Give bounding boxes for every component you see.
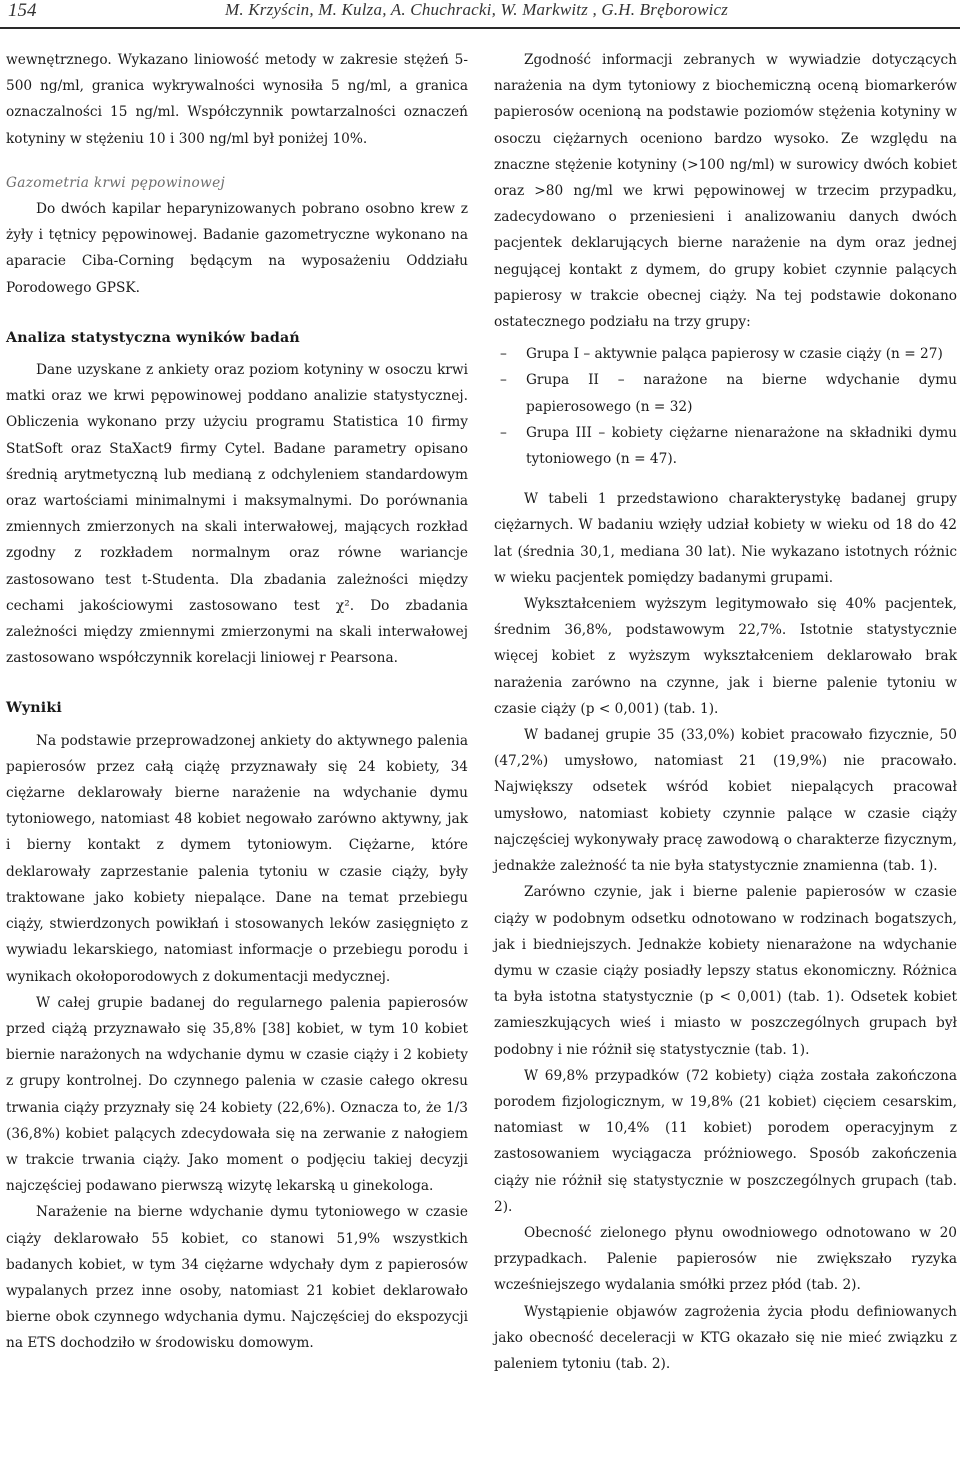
paragraph-results-survey: Na podstawie przeprowadzonej ankiety do aktywnego palenia papierosów przez całą ciążę przyznawały się 24 kobiety, 34 ciężarne deklarowały bierne narażenie na wdychanie dymu tytoniowego, natomiast 48 kobiet negowało zarówno aktywny, jak i bierny kontakt z dymem tytoniowym. Ciężarne, które deklarowały zaprzestanie palenia tytoniu w czasie ciąży, były traktowane jako kobiety niepalące. Dane na temat przebiegu ciąży, stwierdzonych powikłań i stosowanych leków zasięgnięto z wywiadu lekarskiego, natomiast informacje o przebiegu porodu i wynikach okołoporodowych z dokumentacji medycznej. (6, 732, 468, 985)
heading-statistical-analysis: Analiza statystyczna wyników badań (6, 329, 300, 346)
paragraph-results-passive: Narażenie na bierne wdychanie dymu tytoniowego w czasie ciąży deklarowało 55 kobiet, co stanowi 51,9% wszystkich badanych kobiet, w tym 34 ciężarne wdychały dym z papierosów wypalanych przez inne osoby, natomiast 21 kobiet deklarowało bierne obok czynnego wdychania dymu. Najczęściej do ekspozycji na ETS dochodziło w środowisku domowym. (6, 1204, 468, 1352)
list-item: – Grupa I – aktywnie paląca papierosy w czasie ciąży (n = 27) (494, 341, 957, 367)
paragraph-education: Wykształceniem wyższym legitymowało się 40% pacjentek, średnim 36,8%, podstawowym 22,7%. Istotnie statystycznie więcej kobiet z wyższym wykształceniem deklarowało brak narażenia zarówno na czynne, jak i bierne palenie tytoniu w czasie ciąży (p < 0,001) (tab. 1). (494, 596, 957, 717)
left-column (6, 47, 468, 1357)
paragraph-fetal-distress: Wystąpienie objawów zagrożenia życia płodu definiowanych jako obecność deceleracji w KTG okazało się nie mieć związku z paleniem tytoniu (tab. 2). (494, 1303, 957, 1372)
paragraph-methods-validation: wewnętrznego. Wykazano liniowość metody w zakresie stężeń 5-500 ng/ml, granica wykrywalności wynosiła 5 ng/ml, a granica oznaczalności 15 ng/ml. Współczynnik powtarzalności oznaczeń kotyniny w stężeniu 10 i 300 ng/ml był poniżej 10%. (6, 52, 468, 147)
running-head: M. Krzyścin, M. Kulza, A. Chuchracki, W. Markwitz , G.H. Bręborowicz (225, 0, 729, 19)
paragraph-cotinine-agreement: Zgodność informacji zebranych w wywiadzie dotyczących narażenia na dym tytoniowy z biochemiczną oceną biomarkerów papierosów ocenioną na podstawie poziomów stężenia kotyniny w osoczu ciężarnych oceniono bardzo wysoko. Ze względu na znaczne stężenie kotyniny (>100 ng/ml) w surowicy dwóch kobiet oraz >80 ng/ml we krwi pępowinowej w trzecim przypadku, zadecydowano o przeniesieni i analizowaniu danych dwóch pacjentek deklarujących bierne narażenie na dym oraz jednej negującej kontakt z dymem, do grupy kobiet czynnie palących papierosy w trakcie obecnej ciąży. Na tej podstawie dokonano ostatecznego podziału na trzy grupy: (494, 52, 957, 331)
subheading-blood-gas: Gazometria krwi pępowinowej (6, 174, 226, 191)
group-list (494, 341, 957, 472)
paragraph-delivery-mode: W 69,8% przypadków (72 kobiety) ciąża została zakończona porodem fizjologicznym, w 19,8% (21 kobiet) cięciem cesarskim, natomiast w 10,4% (11 kobiet) porodem operacyjnym z zastosowaniem wyciągacza próżniowego. Sposób zakończenia ciąży nie różnił się statystycznie w poszczególnych grupach (tab. 2). (494, 1067, 957, 1215)
paragraph-economic-status: Zarówno czynie, jak i bierne palenie papierosów w czasie ciąży w podobnym odsetku odnotowano w rodzinach bogatszych, jak i biedniejszych. Jednakże kobiety nienarażone na wdychanie dymu w czasie ciąży posiadły lepszy status ekonomiczny. Różnica ta była istotna statystycznie (p < 0,001) (tab. 1). Odsetek kobiet zamieszkujących wieś i miasto w poszczególnych grupach był podobny i nie różnił się statystycznie (tab. 1). (494, 884, 957, 1058)
paragraph-results-smoking: W całej grupie badanej do regularnego palenia papierosów przed ciążą przyznawało się 35,8% [38] kobiet, w tym 10 kobiet biernie narażonych na wdychanie dymu w czasie ciąży i 2 kobiety z grupy kontrolnej. Do czynnego palenia w czasie całego okresu trwania ciąży przyznały się 24 kobiety (22,6%). Oznacza to, że 1/3 (36,8%) kobiet palących zdecydowała się na zerwanie z nałogiem w trakcie trwania ciąży. Jako moment o podjęciu takiej decyzji najczęściej podawano pierwszą wizytę lekarską u ginekologa. (6, 994, 468, 1195)
paragraph-table1-intro: W tabeli 1 przedstawiono charakterystykę badanej grupy ciężarnych. W badaniu wzięły udział kobiety w wieku od 18 do 42 lat (średnia 30,1, mediana 30 lat). Nie wykazano istotnych różnic w wieku pacjentek pomiędzy badanymi grupami. (494, 491, 957, 586)
page-number: 154 (8, 0, 37, 21)
page-header (0, 0, 960, 30)
paragraph-statistical-analysis: Dane uzyskane z ankiety oraz poziom kotyniny w osoczu krwi matki oraz we krwi pępowinowej poddano analizie statystycznej. Obliczenia wykonano przy użyciu programu Statistica 10 firmy StatSoft oraz StaXact9 firmy Cytel. Badane parametry opisano średnią arytmetyczną lub medianą z odchyleniem standardowym oraz wartościami minimalnymi i maksymalnymi. Do porównania zmiennych zmierzonych na skali interwałowej, mających rozkład zgodny z rozkładem normalnym oraz równe wariancje zastosowano test t-Studenta. Dla zbadania zależności między cechami jakościowymi zastosowano test χ². Do zbadania zależności między zmiennymi zmierzonymi na skali interwałowej zastosowano współczynnik korelacji liniowej r Pearsona. (6, 362, 468, 667)
list-item: – Grupa II – narażone na bierne wdychanie dymu papierosowego (n = 32) (494, 367, 957, 419)
paragraph-occupation: W badanej grupie 35 (33,0%) kobiet pracowało fizycznie, 50 (47,2%) umysłowo, natomiast 21 (19,9%) nie pracowało. Największy odsetek wśród kobiet niepalących pracował umysłowo, natomiast kobiety czynnie palące w czasie ciąży najczęściej wykonywały pracę zawodową o charakterze fizycznym, jednakże zależność ta nie była statystycznie znamienna (tab. 1). (494, 727, 957, 875)
paragraph-blood-gas: Do dwóch kapilar heparynizowanych pobrano osobno krew z żyły i tętnicy pępowinowej. Badanie gazometryczne wykonano na aparacie Ciba-Corning będącym na wyposażeniu Oddziału Porodowego GPSK. (6, 201, 468, 296)
heading-results: Wyniki (6, 700, 62, 717)
paragraph-amniotic-fluid: Obecność zielonego płynu owodniowego odnotowano w 20 przypadkach. Palenie papierosów nie zwiększało ryzyka wcześniejszego wydalania smółki przez płód (tab. 2). (494, 1224, 957, 1294)
right-column (494, 47, 957, 1377)
header-rule (0, 27, 960, 29)
list-item: – Grupa III – kobiety ciężarne nienarażone na składniki dymu tytoniowego (n = 47). (494, 420, 957, 472)
